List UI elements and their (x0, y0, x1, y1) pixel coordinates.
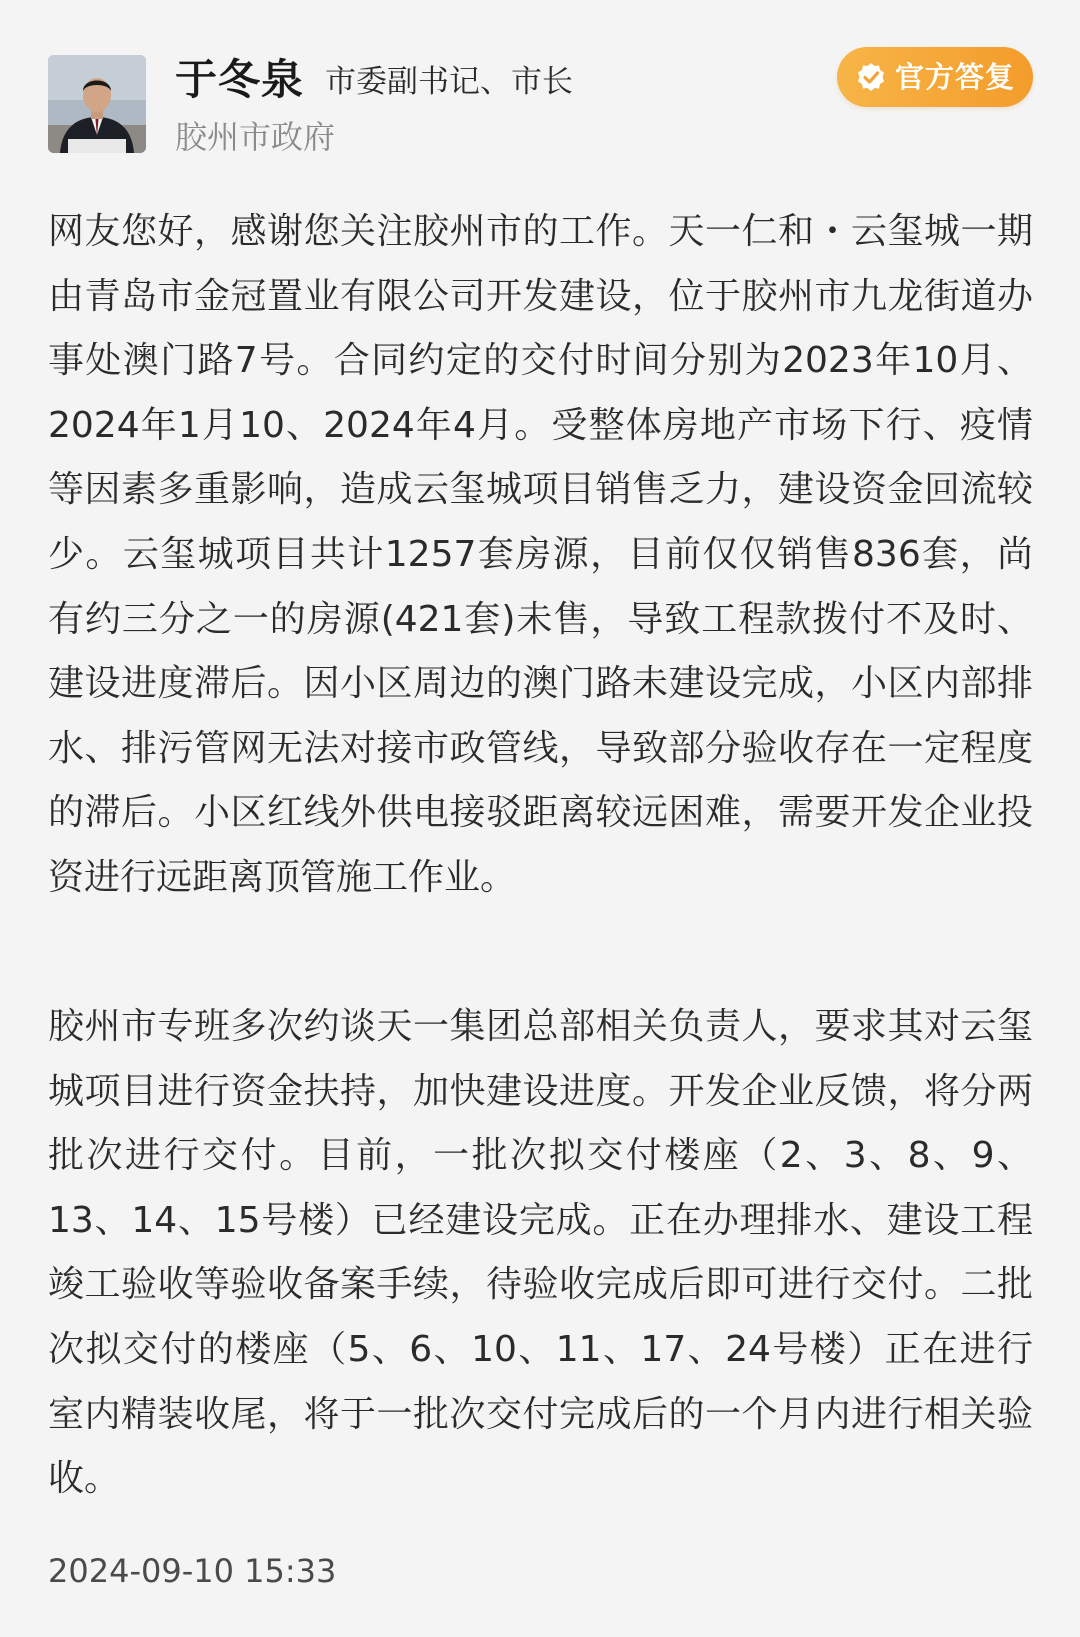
author-name[interactable]: 于冬泉 (175, 55, 305, 104)
author-role: 市委副书记、市长 (325, 64, 573, 100)
author-avatar[interactable] (48, 55, 146, 153)
author-organization: 胶州市政府 (175, 118, 336, 156)
reply-paragraph: 网友您好，感谢您关注胶州市的工作。天一仁和・云玺城一期由青岛市金冠置业有限公司开发建设，位于胶州市九龙街道办事处澳门路7号。合同约定的交付时间分别为2023年10月、2024年1月10、2024年4月。受整体房地产市场下行、疫情等因素多重影响，造成云玺城项目销售乏力，建设资金回流较少。云玺城项目共计1257套房源，目前仅仅销售836套，尚有约三分之一的房源(421套)未售，导致工程款拨付不及时、建设进度滞后。因小区周边的澳门路未建设完成，小区内部排水、排污管网无法对接市政管线，导致部分验收存在一定程度的滞后。小区红线外供电接驳距离较远困难，需要开发企业投资进行远距离顶管施工作业。 (48, 211, 1033, 898)
portrait-photo-icon (48, 55, 146, 153)
official-reply-badge (837, 47, 1033, 107)
reply-header (0, 0, 1080, 170)
reply-timestamp: 2024-09-10 15:33 (48, 1552, 337, 1590)
badge-label: 官方答复 (894, 60, 1015, 94)
reply-paragraph: 胶州市专班多次约谈天一集团总部相关负责人，要求其对云玺城项目进行资金扶持，加快建设进度。开发企业反馈，将分两批次进行交付。目前，一批次拟交付楼座（2、3、8、9、13、14、15号楼）已经建设完成。正在办理排水、建设工程竣工验收等验收备案手续，待验收完成后即可进行交付。二批次拟交付的楼座（5、6、10、11、17、24号楼）正在进行室内精装收尾，将于一批次交付完成后的一个月内进行相关验收。 (48, 1006, 1033, 1500)
verified-check-icon (855, 61, 887, 93)
